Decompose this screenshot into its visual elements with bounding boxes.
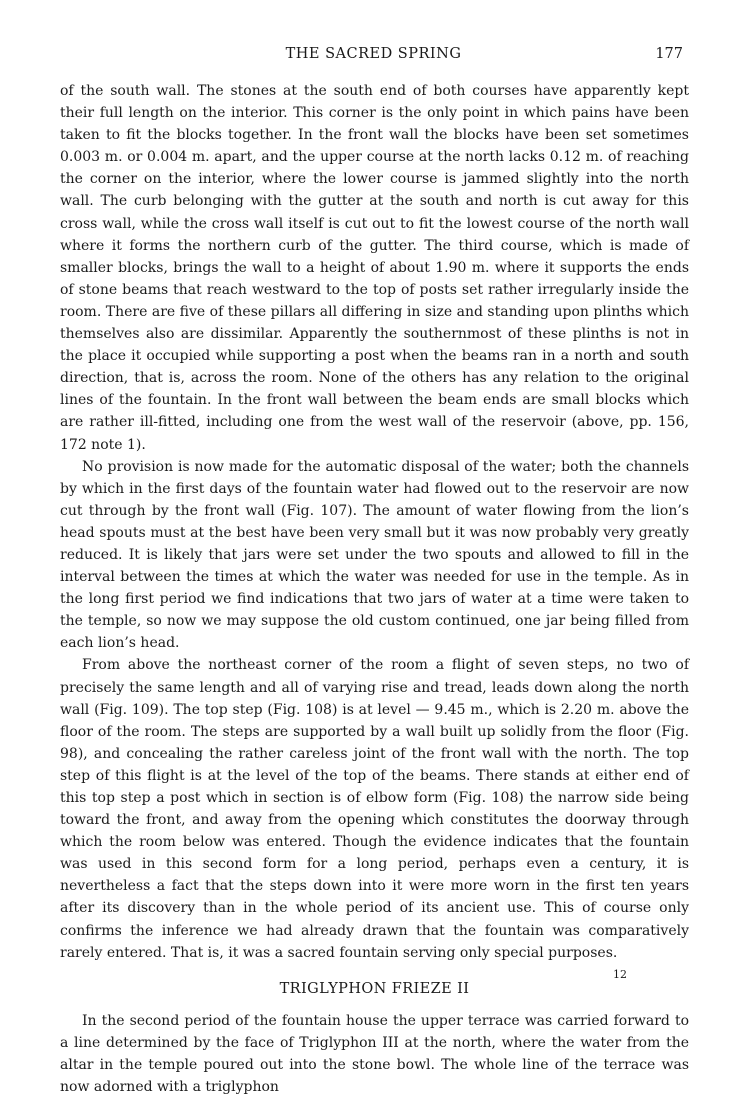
running-title: THE SACRED SPRING <box>285 46 462 62</box>
section-heading: TRIGLYPHON FRIEZE II <box>279 980 470 997</box>
printer-signature-mark: 12 <box>613 968 627 981</box>
paragraph: From above the northeast corner of the room a flight of seven steps, no two of precisely the same length and all of varying rise and tread, leads down along the north wall (Fig. 109). The top step (Fig. 108) is at level — 9.45 m., which is 2.20 m. above the floor of the room. The steps are supported by a wall built up solidly from the floor (Fig. 98), and concealing the rather careless joint of the front wall with the north. The top step of this flight is at the level of the top of the beams. There stands at either end of this top step a post which in section is of elbow form (Fig. 108) the narrow side being toward the front, and away from the opening which constitutes the doorway through which the room below was entered. Though the evidence indicates that the fountain was used in this second form for a long period, perhaps even a century, it is nevertheless a fact that the steps down into it were more worn in the first ten years after its discovery than in the whole period of its ancient use. This of course only confirms the inference we had already drawn that the fountain was comparatively rarely entered. That is, it was a sacred fountain serving only special purposes. <box>60 657 689 961</box>
body-text <box>60 80 689 1098</box>
page-number: 177 <box>655 46 683 62</box>
paragraph: of the south wall. The stones at the south end of both courses have apparently kept their full length on the interior. This corner is the only point in which pains have been taken to fit the blocks together. In the front wall the blocks have been set sometimes 0.003 m. or 0.004 m. apart, and the upper course at the north lacks 0.12 m. of reaching the corner on the interior, where the lower course is jammed slightly into the north wall. The curb belonging with the gutter at the south and north is cut away for this cross wall, while the cross wall itself is cut out to fit the lowest course of the north wall where it forms the northern curb of the gutter. The third course, which is made of smaller blocks, brings the wall to a height of about 1.90 m. where it supports the ends of stone beams that reach westward to the top of posts set rather irregularly inside the room. There are five of these pillars all differing in size and standing upon plinths which themselves also are dissimilar. Apparently the southernmost of these plinths is not in the place it occupied while supporting a post when the beams ran in a north and south direction, that is, across the room. None of the others has any relation to the original lines of the fountain. In the front wall between the beam ends are small blocks which are rather ill-fitted, including one from the west wall of the reservoir (above, pp. 156, 172 note 1). <box>60 83 689 453</box>
paragraph: No provision is now made for the automatic disposal of the water; both the channels by which in the first days of the fountain water had flowed out to the reservoir are now cut through by the front wall (Fig. 107). The amount of water flowing from the lion’s head spouts must at the best have been very small but it was now probably very greatly reduced. It is likely that jars were set under the two spouts and allowed to fill in the interval between the times at which the water was needed for use in the temple. As in the long first period we find indications that two jars of water at a time were taken to the temple, so now we may suppose the old custom continued, one jar being filled from each lion’s head. <box>60 458 689 652</box>
paragraph: In the second period of the fountain house the upper terrace was carried forward to a line determined by the face of Triglyphon III at the north, where the water from the altar in the temple poured out into the stone bowl. The whole line of the terrace was now adorned with a triglyphon <box>60 1012 689 1096</box>
